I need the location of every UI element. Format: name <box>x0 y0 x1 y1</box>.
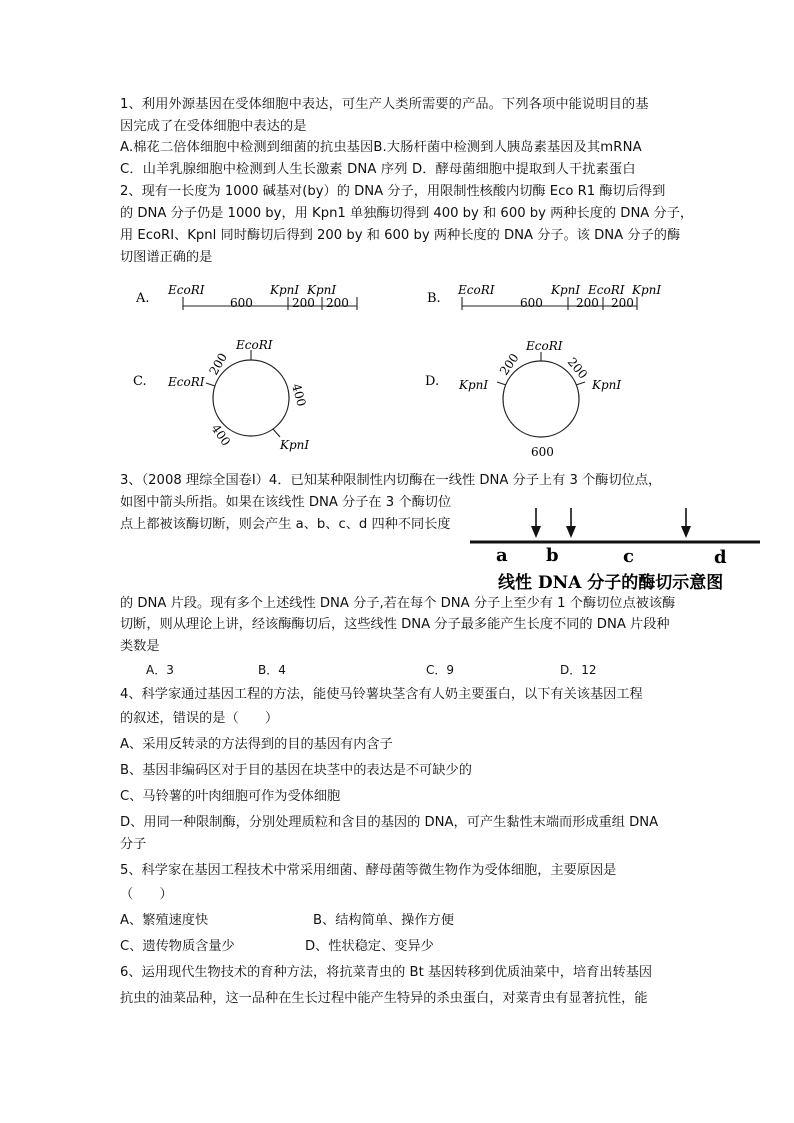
diagram-c-plasmid <box>213 360 289 436</box>
q3-option-c: C．9 <box>426 663 455 677</box>
q1-line-4: C．山羊乳腺细胞中检测到人生长激素 DNA 序列 D．酵母菌细胞中提取到人干扰素蛋白 <box>120 162 636 177</box>
diagram-d-600: 600 <box>531 445 554 459</box>
diagram-a-seg-2: 200 <box>292 296 315 310</box>
q4-line-1: 4、科学家通过基因工程的方法，能使马铃薯块茎含有人奶主要蛋白，以下有关该基因工程 <box>120 687 643 702</box>
q1-line-2: 因完成了在受体细胞中表达的是 <box>120 119 307 134</box>
diagram-a-ecori: EcoRI <box>168 283 205 297</box>
diagram-d-kpn-left-tick <box>497 382 506 385</box>
diagram-c-400-bottom: 400 <box>208 421 234 449</box>
q4-option-d-line-1: D、用同一种限制酶，分别处理质粒和含目的基因的 DNA，可产生黏性末端而形成重组 DNA <box>120 815 659 830</box>
linear-dna-figure <box>470 500 770 600</box>
diagram-c-ecori-top: EcoRI <box>236 338 273 352</box>
fragment-c: c <box>623 546 634 567</box>
diagram-d-200-left: 200 <box>496 350 522 378</box>
q6-line-2: 抗虫的油菜品种，这一品种在生长过程中能产生特异的杀虫蛋白，对菜青虫有显著抗性，能 <box>120 991 648 1006</box>
q4-option-b: B、基因非编码区对于目的基因在块茎中的表达是不可缺少的 <box>120 763 472 778</box>
diagram-a-seg-1: 600 <box>230 296 253 310</box>
diagram-b-seg-3: 200 <box>611 296 634 310</box>
cut-arrow-2 <box>566 508 576 538</box>
diagram-c-400-right: 400 <box>289 382 309 408</box>
diagram-d <box>425 339 621 459</box>
restriction-map-diagrams <box>0 0 794 470</box>
diagram-d-kpn-left: KpnI <box>459 378 489 392</box>
q5-option-b: B、结构简单、操作方便 <box>313 913 454 928</box>
q3-option-b: B．4 <box>258 663 286 677</box>
diagram-c-kpn: KpnI <box>280 438 310 452</box>
diagram-b-kpn-1: KpnI <box>551 283 581 297</box>
q3-line-3: 点上都被该酶切断，则会产生 a、b、c、d 四种不同长度 <box>120 517 451 532</box>
diagram-d-kpn-right-tick <box>576 382 585 385</box>
figure-caption: 线性 DNA 分子的酶切示意图 <box>498 573 724 593</box>
diagram-a-seg-3: 200 <box>326 296 349 310</box>
q4-option-d-line-2: 分子 <box>120 837 147 852</box>
diagram-d-label: D. <box>425 374 440 389</box>
diagram-c-label: C. <box>133 374 147 389</box>
q4-option-a: A、采用反转录的方法得到的目的基因有内含子 <box>120 737 393 752</box>
q2-line-3: 用 EcoRI、Kpnl 同时酶切后得到 200 by 和 600 by 两种长度的 DNA 分子。该 DNA 分子的酶 <box>120 228 681 243</box>
diagram-a-kpn-1: KpnI <box>270 283 300 297</box>
q1-line-1: 1、利用外源基因在受体细胞中表达，可生产人类所需要的产品。下列各项中能说明目的基 <box>120 97 649 112</box>
q2-line-4: 切图谱正确的是 <box>120 250 213 265</box>
diagram-b <box>427 283 661 310</box>
q4-line-2: 的叙述，错误的是（ ） <box>120 711 279 726</box>
cut-arrow-3 <box>681 508 691 538</box>
diagram-a <box>135 283 357 310</box>
diagram-d-plasmid <box>503 361 579 437</box>
q3-line-2: 如图中箭头所指。如果在该线性 DNA 分子在 3 个酶切位 <box>120 495 452 510</box>
q4-option-c: C、马铃薯的叶肉细胞可作为受体细胞 <box>120 789 341 804</box>
diagram-d-ecori-top: EcoRI <box>526 339 563 353</box>
diagram-a-label: A. <box>136 291 150 306</box>
fragment-b: b <box>546 545 559 566</box>
q3-option-d: D．12 <box>560 663 597 677</box>
diagram-d-200-right: 200 <box>564 354 591 382</box>
diagram-b-ecori: EcoRI <box>458 283 495 297</box>
q6-line-1: 6、运用现代生物技术的育种方法，将抗菜青虫的 Bt 基因转移到优质油菜中，培育出转基因 <box>120 965 653 980</box>
diagram-b-kpn-2: KpnI <box>632 283 662 297</box>
q5-line-2: （ ） <box>120 887 173 902</box>
q5-line-1: 5、科学家在基因工程技术中常采用细菌、酵母菌等微生物作为受体细胞，主要原因是 <box>120 863 617 878</box>
diagram-c-200: 200 <box>206 350 231 378</box>
diagram-d-kpn-right: KpnI <box>592 378 622 392</box>
diagram-a-kpn-2: KpnI <box>307 283 337 297</box>
diagram-c <box>133 338 309 452</box>
diagram-b-seg-2: 200 <box>576 296 599 310</box>
diagram-c-ecori-left-tick <box>206 383 215 386</box>
diagram-b-label: B. <box>427 291 441 306</box>
diagram-b-seg-1: 600 <box>520 296 543 310</box>
q3-line-1: 3、（2008 理综全国卷Ⅰ）4．已知某种限制性内切酶在一线性 DNA 分子上有 3 个酶切位点， <box>120 473 662 488</box>
q5-option-a: A、繁殖速度快 <box>120 913 209 928</box>
q3-option-a: A．3 <box>146 663 174 677</box>
diagram-c-kpn-tick <box>273 429 280 437</box>
fragment-a: a <box>496 545 508 566</box>
q3-line-4: 的 DNA 片段。现有多个上述线性 DNA 分子,若在每个 DNA 分子上至少有 1 个酶切位点被该酶 <box>120 596 676 611</box>
q2-line-1: 2、现有一长度为 1000 碱基对(by）的 DNA 分子，用限制性核酸内切酶 Eco R1 酶切后得到 <box>120 184 666 199</box>
fragment-d: d <box>714 547 727 568</box>
q5-option-c: C、遗传物质含量少 <box>120 939 235 954</box>
q1-line-3: A.棉花二倍体细胞中检测到细菌的抗虫基因B.大肠杆菌中检测到人胰岛素基因及其mRNA <box>120 140 642 155</box>
diagram-c-ecori-left: EcoRI <box>168 375 205 389</box>
q3-line-5: 切断，则从理论上讲，经该酶酶切后，这些线性 DNA 分子最多能产生长度不同的 DNA 片段种 <box>120 617 670 632</box>
q3-line-6: 类数是 <box>120 639 160 654</box>
q5-option-d: D、性状稳定、变异少 <box>305 939 434 954</box>
diagram-b-ecori-2: EcoRI <box>588 283 625 297</box>
q2-line-2: 的 DNA 分子仍是 1000 by，用 Kpn1 单独酶切得到 400 by 和 600 by 两种长度的 DNA 分子， <box>120 206 694 221</box>
cut-arrow-1 <box>531 508 541 538</box>
